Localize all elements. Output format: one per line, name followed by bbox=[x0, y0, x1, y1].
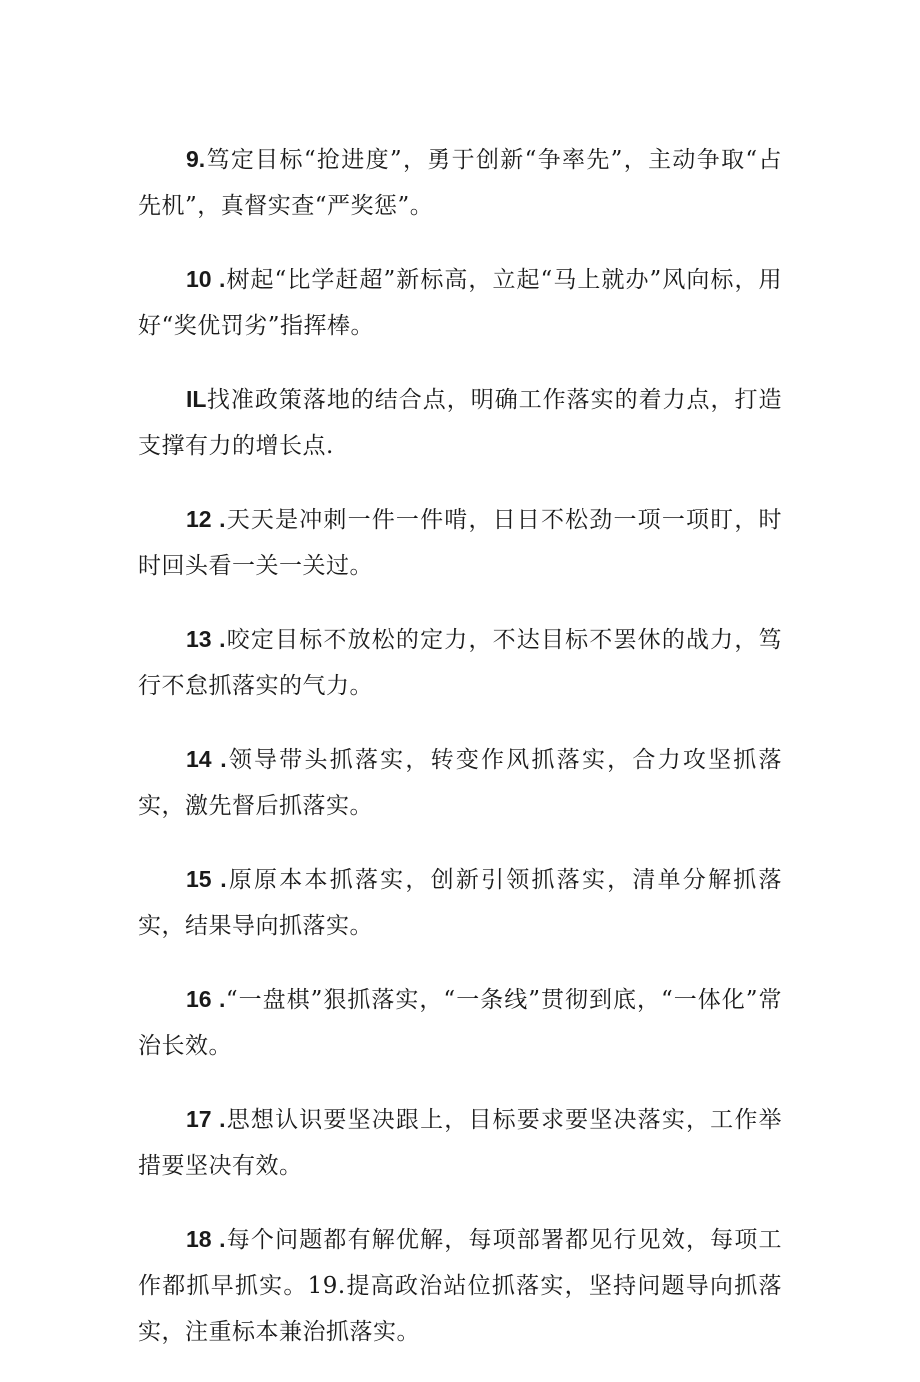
paragraph-text: 找准政策落地的结合点，明确工作落实的着力点，打造支撑有力的增长点. bbox=[138, 387, 782, 459]
paragraph-number: 14 bbox=[186, 746, 212, 772]
paragraph-9 bbox=[138, 136, 782, 229]
paragraph-number: 18 bbox=[186, 1226, 212, 1252]
paragraph-separator: . bbox=[211, 866, 228, 892]
paragraph-12 bbox=[138, 496, 782, 589]
paragraph-separator: . bbox=[211, 506, 227, 532]
paragraph-separator: . bbox=[211, 626, 227, 652]
paragraph-number: 12 bbox=[186, 506, 212, 532]
paragraph-number: 17 bbox=[186, 1106, 212, 1132]
paragraph-text: 咬定目标不放松的定力，不达目标不罢休的战力，笃行不怠抓落实的气力。 bbox=[138, 627, 782, 699]
paragraph-18 bbox=[138, 1216, 782, 1355]
paragraph-separator: . bbox=[211, 1226, 227, 1252]
paragraph-text: 天天是冲刺一件一件啃，日日不松劲一项一项盯，时时回头看一关一关过。 bbox=[138, 507, 782, 579]
paragraph-10 bbox=[138, 256, 782, 349]
paragraph-number: IL bbox=[186, 386, 207, 412]
paragraph-14 bbox=[138, 736, 782, 829]
paragraph-text: 树起“比学赶超”新标高，立起“马上就办”风向标，用好“奖优罚劣”指挥棒。 bbox=[138, 267, 782, 339]
paragraph-11 bbox=[138, 376, 782, 469]
paragraph-13 bbox=[138, 616, 782, 709]
paragraph-separator: . bbox=[211, 266, 226, 292]
paragraph-number: 9 bbox=[186, 146, 199, 172]
paragraph-separator: . bbox=[211, 986, 226, 1012]
paragraph-number: 15 bbox=[186, 866, 212, 892]
paragraph-number: 10 bbox=[186, 266, 212, 292]
paragraph-text: “一盘棋”狠抓落实，“一条线”贯彻到底，“一体化”常治长效。 bbox=[138, 987, 783, 1059]
paragraph-separator: . bbox=[211, 1106, 227, 1132]
paragraph-16 bbox=[138, 976, 782, 1069]
paragraph-separator: . bbox=[211, 746, 228, 772]
paragraph-text: 领导带头抓落实，转变作风抓落实，合力攻坚抓落实，激先督后抓落实。 bbox=[138, 747, 783, 819]
paragraph-text: 笃定目标“抢进度”，勇于创新“争率先”，主动争取“占先机”，真督实查“严奖惩”。 bbox=[138, 147, 782, 219]
paragraph-number: 16 bbox=[186, 986, 212, 1012]
paragraph-17 bbox=[138, 1096, 782, 1189]
paragraph-text: 思想认识要坚决跟上，目标要求要坚决落实，工作举措要坚决有效。 bbox=[138, 1107, 782, 1179]
document-body bbox=[138, 136, 782, 1382]
paragraph-text: 原原本本抓落实，创新引领抓落实，清单分解抓落实，结果导向抓落实。 bbox=[138, 867, 783, 939]
paragraph-number: 13 bbox=[186, 626, 212, 652]
paragraph-15 bbox=[138, 856, 782, 949]
paragraph-text: 每个问题都有解优解，每项部署都见行见效，每项工作都抓早抓实。19.提高政治站位抓落实，坚持问题导向抓落实，注重标本兼治抓落实。 bbox=[138, 1227, 782, 1345]
paragraph-separator: . bbox=[198, 146, 206, 172]
